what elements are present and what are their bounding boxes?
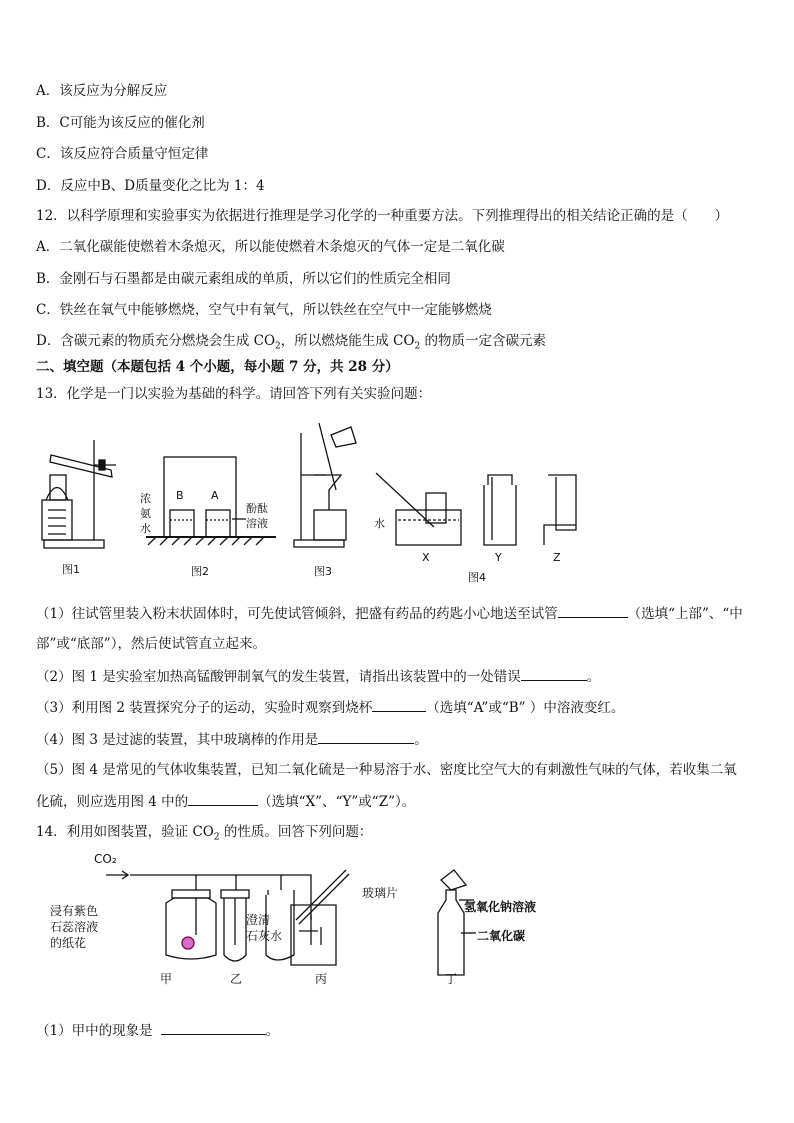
naoh-label: 氢氧化钠溶液: [464, 900, 537, 914]
q12-stem: 12．以科学原理和实验事实为依据进行推理是学习化学的一种重要方法。下列推理得出的相关结论正确的是（ ）: [36, 208, 729, 224]
q14-stem: [36, 822, 372, 848]
ammonia-label-1: 浓: [140, 492, 151, 505]
q13-stem: 13．化学是一门以实验为基础的科学。请回答下列有关实验问题：: [36, 386, 432, 402]
ammonia-label-2: 氨: [140, 507, 151, 520]
fig3-apparatus: [294, 423, 356, 547]
q11-option-c: C．该反应符合质量守恒定律: [36, 146, 209, 162]
q13-part1: [36, 603, 743, 624]
answer-blank[interactable]: [188, 791, 258, 806]
water-label: 水: [374, 517, 385, 530]
period: 。: [414, 732, 428, 748]
q12-d-text2: ，所以燃烧能生成 CO: [280, 333, 415, 349]
q13-part4: [36, 729, 428, 750]
q14-stem-text: 14．利用如图装置，验证 CO: [36, 824, 214, 840]
fig2-caption: 图2: [191, 565, 209, 578]
q13-p3-text: （3）利用图 2 装置探究分子的运动，实验时观察到烧杯: [36, 700, 373, 716]
section-heading: 二、填空题（本题包括 4 个小题，每小题 7 分，共 28 分）: [36, 359, 399, 375]
flower-label-1: 浸有紫色: [50, 904, 99, 918]
q13-part5: （5）图 4 是常见的气体收集装置，已知二氧化硫是一种易溶于水、密度比空气大的有刺激性气味的气体，若收集二氧: [36, 762, 737, 778]
limewater-label-1: 澄清: [246, 913, 271, 927]
ammonia-label-3: 水: [140, 522, 151, 535]
q11-option-a: A．该反应为分解反应: [36, 83, 168, 99]
phenol-label-1: 酚酞: [246, 502, 268, 515]
q13-part5-cont: [36, 791, 415, 812]
q13-p2-text: （2）图 1 是实验室加热高锰酸钾制氧气的发生装置，请指出该装置中的一处错误: [36, 669, 521, 685]
limewater-label-2: 石灰水: [246, 929, 283, 943]
co2-label: 二氧化碳: [477, 929, 526, 943]
period: 。: [586, 669, 601, 685]
glass-label: 玻璃片: [362, 886, 399, 900]
q13-part3: [36, 697, 624, 718]
flower-label-3: 的纸花: [50, 936, 87, 950]
answer-blank[interactable]: [372, 697, 426, 712]
co2-formula-label: CO₂: [94, 852, 117, 866]
q14-figure: [36, 845, 596, 995]
q13-part1-cont: 部”或“底部”），然后使试管直立起来。: [36, 636, 266, 652]
q13-p5-text: 化硫，则应选用图 4 中的: [36, 794, 189, 810]
subscript: 2: [213, 832, 220, 843]
subscript: 2: [275, 341, 281, 352]
q13-figures: [36, 415, 596, 585]
fig4-apparatus: [376, 473, 576, 545]
fig3-caption: 图3: [314, 565, 332, 578]
q14-stem-text2: 的性质。回答下列问题：: [219, 824, 373, 840]
answer-blank[interactable]: [521, 666, 587, 681]
q13-p3-text2: （选填“A”或“B” ）中溶液变红。: [426, 700, 625, 716]
z-label: Z: [553, 551, 561, 564]
q12-d-text3: 的物质一定含碳元素: [420, 333, 546, 349]
q12-d-text1: D．含碳元素的物质充分燃烧会生成 CO: [36, 333, 276, 349]
fig4-caption: 图4: [468, 571, 486, 584]
jia-caption: 甲: [160, 972, 173, 986]
yi-caption: 乙: [230, 972, 243, 986]
q12-option-c: C．铁丝在氧气中能够燃烧，空气中有氧气，所以铁丝在空气中一定能够燃烧: [36, 302, 492, 318]
q13-p4-text: （4）图 3 是过滤的装置，其中玻璃棒的作用是: [36, 732, 319, 748]
flower-label-2: 石蕊溶液: [50, 920, 99, 934]
answer-blank[interactable]: [161, 1020, 266, 1035]
q12-option-a: A．二氧化碳能使燃着木条熄灭，所以能使燃着木条熄灭的气体一定是二氧化碳: [36, 239, 505, 255]
y-label: Y: [495, 551, 502, 564]
q14-part1: [36, 1020, 279, 1041]
q13-p1-text: （1）往试管里装入粉末状固体时，可先使试管倾斜，把盛有药品的药匙小心地送至试管: [36, 606, 558, 622]
beaker-b-label: B: [176, 489, 184, 502]
phenol-label-2: 溶液: [246, 517, 268, 530]
q12-option-d: [36, 331, 546, 357]
q11-option-b: B．C可能为该反应的催化剂: [36, 115, 205, 131]
subscript: 2: [414, 341, 421, 352]
q13-part2: [36, 666, 600, 687]
fig1-caption: 图1: [62, 563, 80, 576]
q13-p1-text2: （选填“上部”、“中: [627, 606, 743, 622]
ding-caption: 丁: [445, 972, 458, 986]
answer-blank[interactable]: [558, 603, 628, 618]
period: 。: [265, 1023, 280, 1039]
bing-caption: 丙: [315, 972, 328, 986]
beaker-a-label: A: [211, 489, 219, 502]
answer-blank[interactable]: [318, 729, 414, 744]
fig1-apparatus: [42, 440, 116, 548]
q12-option-b: B．金刚石与石墨都是由碳元素组成的单质，所以它们的性质完全相同: [36, 271, 451, 287]
q14-p1-text: （1）甲中的现象是: [36, 1023, 153, 1039]
x-label: X: [422, 551, 430, 564]
q13-p5-text2: （选填“X”、“Y”或“Z”）。: [258, 794, 416, 810]
q11-option-d: D．反应中B、D质量变化之比为 1：4: [36, 178, 265, 194]
